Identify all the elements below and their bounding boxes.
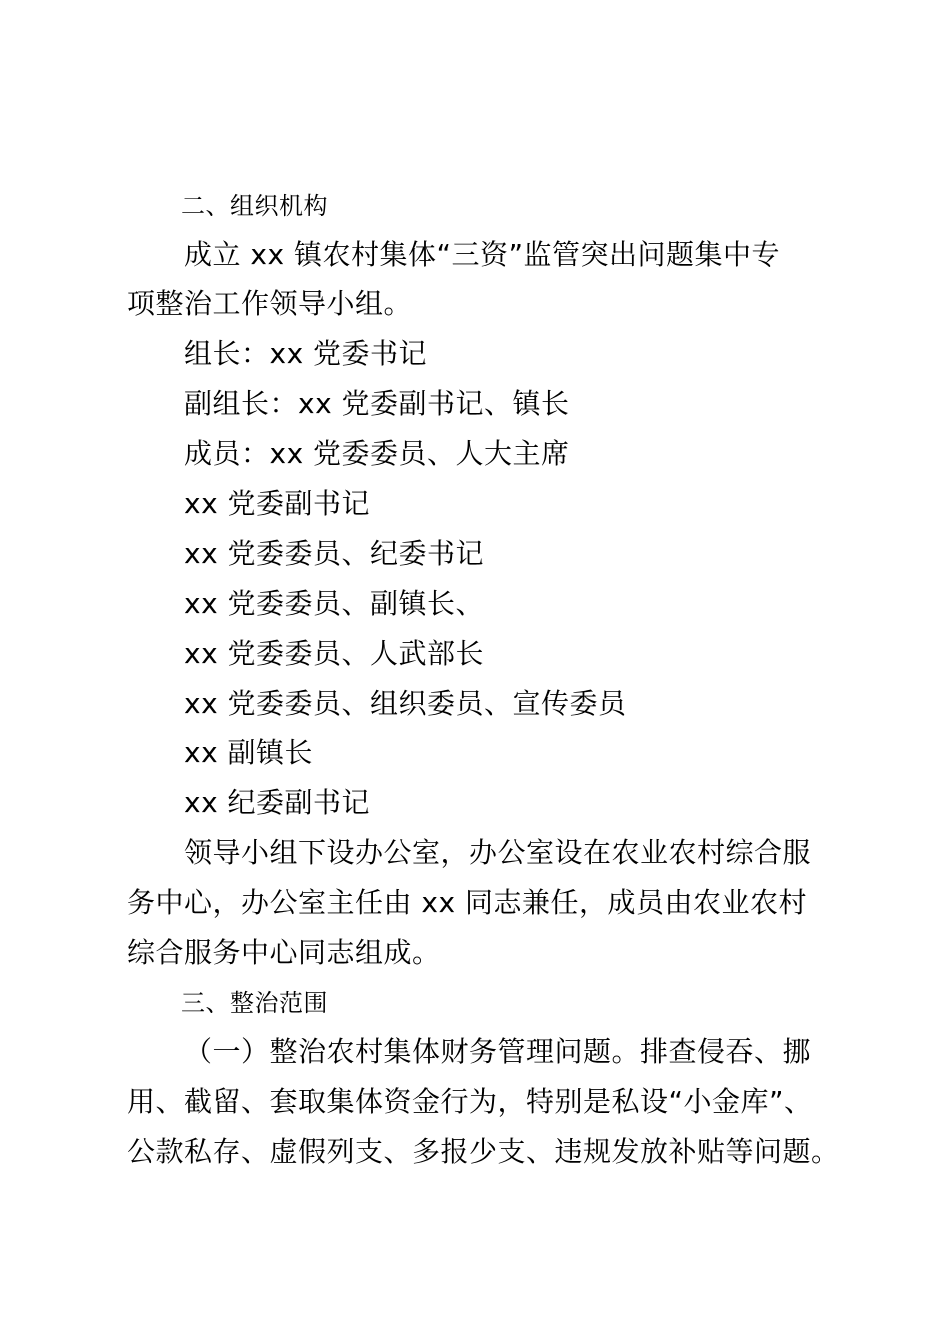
scope-item-line-3: 公款私存、虚假列支、多报少支、违规发放补贴等问题。 xyxy=(127,1135,840,1168)
office-line-2: 务中心，办公室主任由 xx 同志兼任，成员由农业农村 xyxy=(127,886,807,919)
section-heading-scope: 三、整治范围 xyxy=(181,989,328,1017)
office-line-1: 领导小组下设办公室，办公室设在农业农村综合服 xyxy=(184,836,812,869)
deputy-leader-line: 副组长：xx 党委副书记、镇长 xyxy=(184,387,570,420)
section-heading-organization: 二、组织机构 xyxy=(181,192,328,220)
member-line: xx 党委委员、副镇长、 xyxy=(184,587,485,620)
leader-line: 组长：xx 党委书记 xyxy=(184,337,428,370)
intro-line-2: 项整治工作领导小组。 xyxy=(127,287,413,320)
members-label-line: 成员：xx 党委委员、人大主席 xyxy=(184,437,570,470)
scope-item-line-2: 用、截留、套取集体资金行为，特别是私设“小金库”、 xyxy=(127,1085,813,1118)
member-line: xx 副镇长 xyxy=(184,736,314,769)
member-line: xx 党委委员、人武部长 xyxy=(184,637,485,670)
intro-line-1: 成立 xx 镇农村集体“三资”监管突出问题集中专 xyxy=(184,238,780,271)
member-line: xx 纪委副书记 xyxy=(184,786,371,819)
member-line: xx 党委副书记 xyxy=(184,487,371,520)
office-line-3: 综合服务中心同志组成。 xyxy=(127,936,441,969)
member-line: xx 党委委员、组织委员、宣传委员 xyxy=(184,687,627,720)
scope-item-line-1: （一）整治农村集体财务管理问题。排查侵吞、挪 xyxy=(184,1035,812,1068)
member-line: xx 党委委员、纪委书记 xyxy=(184,537,485,570)
